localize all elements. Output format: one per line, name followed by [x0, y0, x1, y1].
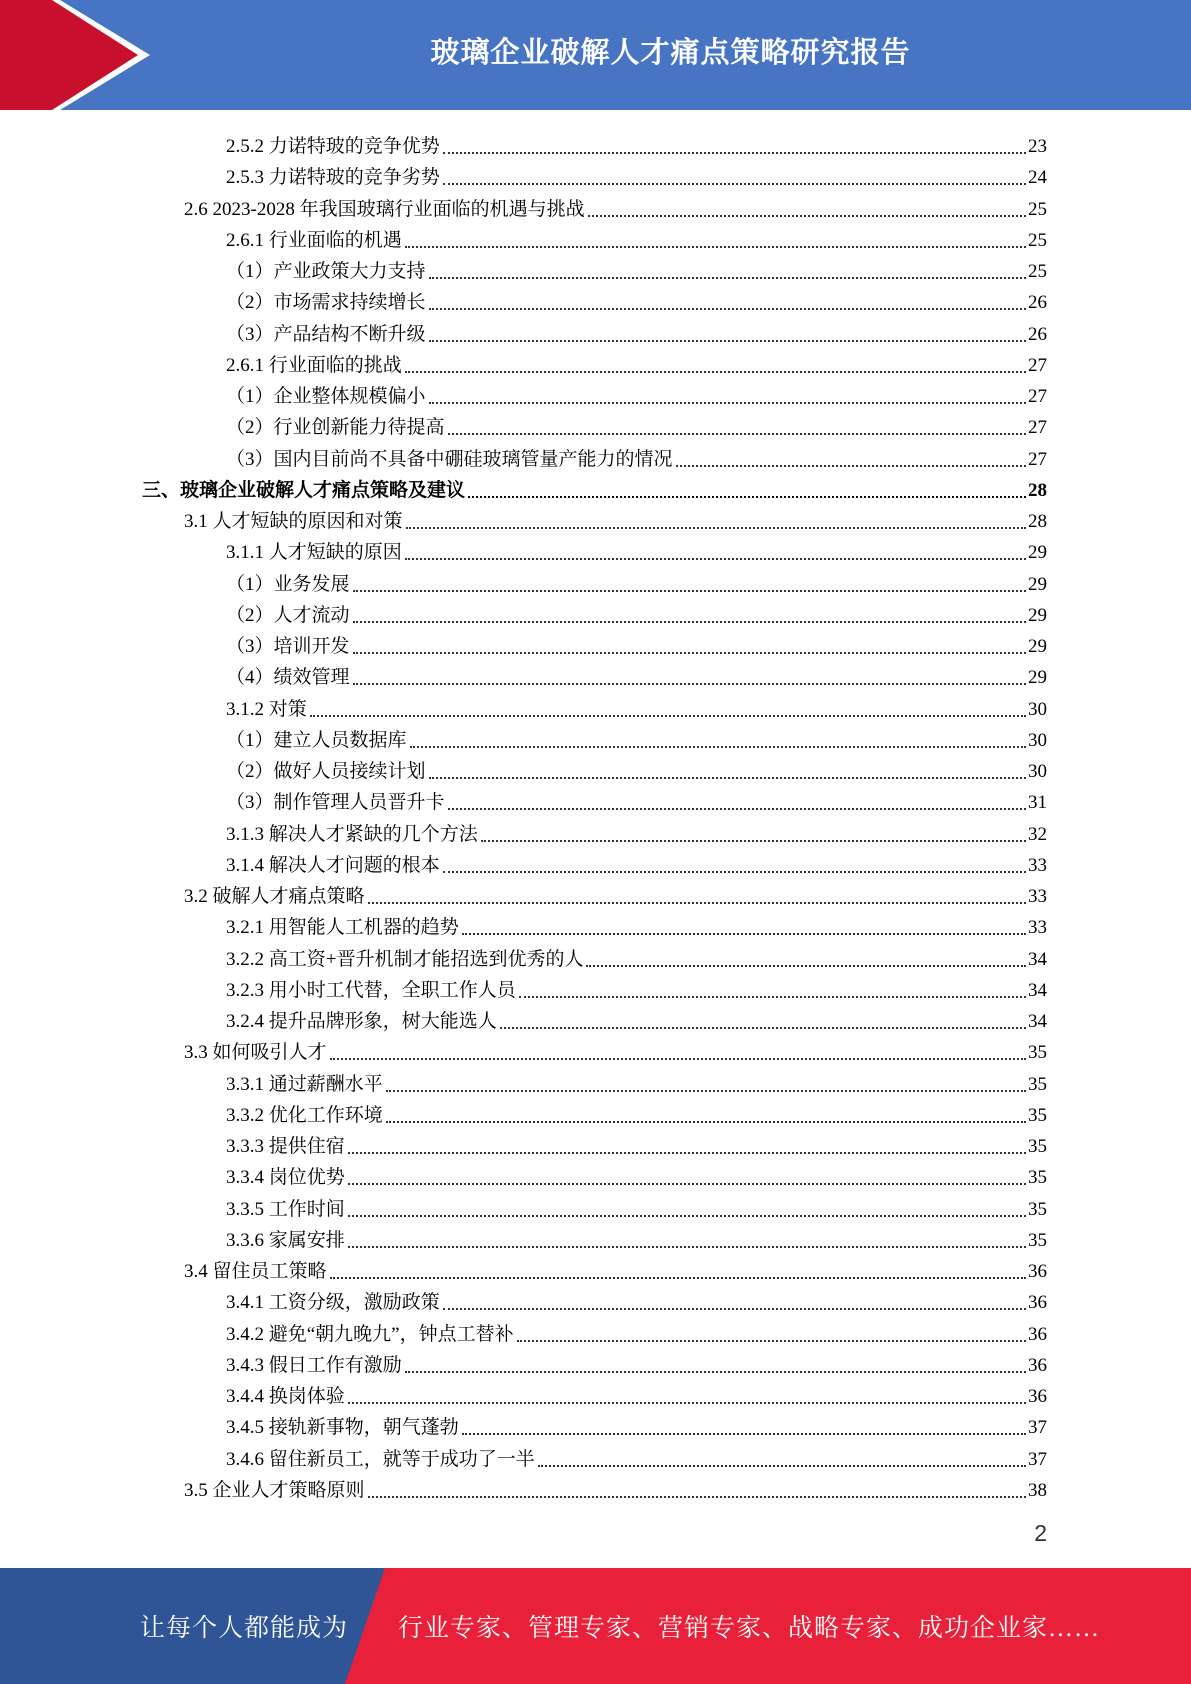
toc-entry[interactable]	[226, 690, 1047, 721]
toc-entry[interactable]	[226, 1065, 1047, 1096]
toc-dot-leader	[368, 901, 1026, 904]
toc-dot-leader	[443, 1307, 1026, 1310]
toc-entry[interactable]	[226, 627, 1047, 658]
toc-entry-label: 3.4.4 换岗体验	[226, 1386, 345, 1407]
toc-dot-leader	[676, 464, 1026, 467]
toc-dot-leader	[448, 432, 1026, 435]
toc-dot-leader	[348, 1401, 1026, 1404]
toc-dot-leader	[405, 1370, 1026, 1373]
toc-entry[interactable]	[226, 283, 1047, 314]
toc-entry-page: 28	[1028, 479, 1047, 501]
toc-entry-page: 25	[1028, 198, 1047, 220]
toc-entry[interactable]	[184, 1471, 1047, 1502]
toc-dot-leader	[429, 307, 1026, 310]
toc-entry[interactable]	[226, 1346, 1047, 1377]
toc-dot-leader	[353, 589, 1026, 592]
toc-entry-page: 25	[1028, 261, 1047, 282]
toc-entry-page: 36	[1028, 1386, 1047, 1407]
toc-dot-leader	[353, 620, 1026, 623]
toc-entry-label: 3.1.2 对策	[226, 698, 307, 720]
toc-entry-page: 35	[1028, 1198, 1047, 1220]
toc-entry-page: 27	[1028, 386, 1047, 407]
toc-entry-page: 29	[1028, 667, 1047, 689]
toc-entry[interactable]	[226, 658, 1047, 689]
toc-dot-leader	[448, 807, 1026, 810]
toc-entry-page: 35	[1028, 1104, 1047, 1126]
toc-entry[interactable]	[226, 158, 1047, 189]
toc-entry-page: 34	[1028, 1011, 1047, 1032]
toc-entry-label: （2）人才流动	[226, 604, 350, 626]
toc-dot-leader	[405, 370, 1026, 373]
toc-entry-page: 32	[1028, 823, 1047, 845]
toc-dot-leader	[330, 1276, 1026, 1279]
toc-dot-leader	[429, 276, 1026, 279]
toc-entry-page: 33	[1028, 917, 1047, 939]
toc-entry[interactable]	[226, 533, 1047, 564]
toc-entry-label: 2.5.3 力诺特玻的竞争劣势	[226, 167, 440, 189]
toc-entry[interactable]	[226, 1283, 1047, 1314]
toc-entry-label: 三、玻璃企业破解人才痛点策略及建议	[142, 479, 466, 501]
toc-entry-label: 3.4.5 接轨新事物，朝气蓬勃	[226, 1417, 459, 1439]
toc-dot-leader	[500, 1026, 1026, 1029]
toc-entry-page: 34	[1028, 979, 1047, 1001]
toc-dot-leader	[588, 214, 1026, 217]
toc-entry-label: 3.4.3 假日工作有激励	[226, 1354, 402, 1376]
toc-entry-label: 3.4.6 留住新员工，就等于成功了一半	[226, 1448, 535, 1470]
toc-entry-page: 33	[1028, 854, 1047, 876]
toc-entry-label: 3.3.2 优化工作环境	[226, 1104, 383, 1126]
toc-entry[interactable]	[226, 1002, 1047, 1033]
toc-entry-label: （2）市场需求持续增长	[226, 292, 426, 314]
toc-dot-leader	[429, 339, 1026, 342]
toc-dot-leader	[538, 1464, 1026, 1467]
footer-slogan-right: 行业专家、管理专家、营销专家、战略专家、成功企业家……	[398, 1615, 1101, 1642]
toc-dot-leader	[429, 401, 1026, 404]
toc-entry-label: （2）行业创新能力待提高	[226, 417, 445, 439]
toc-entry[interactable]	[226, 971, 1047, 1002]
toc-entry-label: （1）业务发展	[226, 573, 350, 595]
toc-entry-label: 3.1 人才短缺的原因和对策	[184, 511, 403, 532]
toc-entry-label: 3.1.3 解决人才紧缺的几个方法	[226, 823, 478, 845]
toc-entry[interactable]	[226, 1408, 1047, 1439]
toc-entry[interactable]	[226, 127, 1047, 158]
toc-dot-leader	[348, 1151, 1026, 1154]
page-title: 玻璃企业破解人才痛点策略研究报告	[430, 34, 911, 69]
toc-entry[interactable]	[226, 1221, 1047, 1252]
toc-dot-leader	[462, 932, 1026, 935]
toc-dot-leader	[353, 651, 1026, 654]
toc-entry-page: 29	[1028, 636, 1047, 657]
toc-entry-page: 31	[1028, 792, 1047, 814]
toc-entry-page: 28	[1028, 511, 1047, 532]
toc-entry-label: 3.2.2 高工资+晋升机制才能招选到优秀的人	[226, 948, 584, 970]
toc-entry-page: 36	[1028, 1323, 1047, 1345]
toc-entry-label: （3）国内目前尚不具备中硼硅玻璃管量产能力的情况	[226, 448, 673, 470]
toc-entry-label: （4）绩效管理	[226, 667, 350, 689]
toc-entry-page: 35	[1028, 1136, 1047, 1157]
toc-entry[interactable]	[226, 377, 1047, 408]
toc-entry-label: 3.1.4 解决人才问题的根本	[226, 854, 440, 876]
toc-dot-leader	[405, 557, 1026, 560]
toc-dot-leader	[462, 1432, 1026, 1435]
toc-dot-leader	[368, 1495, 1026, 1498]
toc-dot-leader	[405, 245, 1026, 248]
toc-entry-label: 3.4 留住员工策略	[184, 1261, 327, 1282]
toc-entry-page: 30	[1028, 729, 1047, 751]
toc-dot-leader	[386, 1120, 1026, 1123]
toc-entry-label: 3.5 企业人才策略原则	[184, 1479, 365, 1501]
toc-entry[interactable]	[226, 565, 1047, 596]
toc-entry[interactable]	[226, 440, 1047, 471]
toc-dot-leader	[353, 682, 1026, 685]
toc-entry-page: 26	[1028, 323, 1047, 345]
toc-entry[interactable]	[226, 846, 1047, 877]
toc-entry[interactable]	[226, 752, 1047, 783]
toc-entry[interactable]	[226, 1190, 1047, 1221]
toc-entry-label: 2.6.1 行业面临的挑战	[226, 354, 402, 376]
toc-entry[interactable]	[226, 315, 1047, 346]
toc-entry-label: 3.4.2 避免“朝九晚九”，钟点工替补	[226, 1323, 514, 1345]
toc-entry[interactable]	[184, 502, 1047, 533]
toc-entry[interactable]	[226, 721, 1047, 752]
toc-entry-label: 3.4.1 工资分级，激励政策	[226, 1292, 440, 1314]
toc-entry[interactable]	[226, 221, 1047, 252]
toc-entry[interactable]	[226, 346, 1047, 377]
toc-dot-leader	[517, 1339, 1026, 1342]
footer-slogan-left: 让每个人都能成为	[140, 1615, 349, 1642]
toc-entry[interactable]	[226, 783, 1047, 814]
toc-entry-page: 24	[1028, 167, 1047, 189]
toc-entry[interactable]	[184, 190, 1047, 221]
toc-entry[interactable]	[226, 908, 1047, 939]
toc-entry-page: 26	[1028, 292, 1047, 314]
toc-dot-leader	[310, 714, 1026, 717]
toc-dot-leader	[443, 182, 1026, 185]
toc-entry-page: 36	[1028, 1261, 1047, 1282]
toc-entry[interactable]	[226, 1315, 1047, 1346]
page-footer	[0, 1568, 1191, 1684]
toc-entry-label: （2）做好人员接续计划	[226, 761, 426, 782]
toc-entry-label: 3.2.4 提升品牌形象，树大能选人	[226, 1011, 497, 1032]
toc-entry-label: 3.3 如何吸引人才	[184, 1042, 327, 1064]
page-number: 2	[1034, 1520, 1047, 1546]
toc-dot-leader	[386, 1089, 1026, 1092]
toc-entry[interactable]	[226, 1377, 1047, 1408]
toc-dot-leader	[443, 151, 1026, 154]
toc-entry-page: 36	[1028, 1292, 1047, 1314]
toc-entry[interactable]	[226, 1127, 1047, 1158]
toc-entry-label: 3.2.1 用智能人工机器的趋势	[226, 917, 459, 939]
toc-entry[interactable]	[226, 408, 1047, 439]
toc-entry[interactable]	[226, 596, 1047, 627]
page-header	[0, 0, 1191, 110]
toc-entry[interactable]	[184, 1033, 1047, 1064]
toc-dot-leader	[443, 870, 1026, 873]
toc-entry-page: 35	[1028, 1042, 1047, 1064]
toc-entry-page: 29	[1028, 604, 1047, 626]
toc-entry-label: 3.3.5 工作时间	[226, 1198, 345, 1220]
toc-entry-label: （1）企业整体规模偏小	[226, 386, 426, 407]
toc-entry[interactable]	[226, 815, 1047, 846]
toc-entry-page: 25	[1028, 229, 1047, 251]
header-arrow-decoration	[0, 0, 160, 110]
toc-dot-leader	[406, 526, 1026, 529]
toc-dot-leader	[429, 776, 1026, 779]
toc-entry-page: 27	[1028, 354, 1047, 376]
toc-dot-leader	[348, 1245, 1026, 1248]
toc-entry-label: （1）产业政策大力支持	[226, 261, 426, 282]
toc-entry-page: 29	[1028, 573, 1047, 595]
toc-entry-page: 35	[1028, 1229, 1047, 1251]
toc-entry[interactable]	[226, 252, 1047, 283]
toc-dot-leader	[481, 839, 1026, 842]
toc-entry-label: （3）培训开发	[226, 636, 350, 657]
toc-entry-label: 3.1.1 人才短缺的原因	[226, 542, 402, 564]
toc-entry-label: 2.5.2 力诺特玻的竞争优势	[226, 136, 440, 157]
toc-entry[interactable]	[184, 877, 1047, 908]
toc-entry-label: （3）制作管理人员晋升卡	[226, 792, 445, 814]
toc-entry-label: 3.3.1 通过薪酬水平	[226, 1073, 383, 1095]
toc-entry-page: 27	[1028, 448, 1047, 470]
toc-dot-leader	[348, 1214, 1026, 1217]
toc-entry-label: 2.6 2023-2028 年我国玻璃行业面临的机遇与挑战	[184, 198, 585, 220]
toc-entry-page: 35	[1028, 1167, 1047, 1189]
toc-entry-label: 3.3.4 岗位优势	[226, 1167, 345, 1189]
toc-dot-leader	[468, 495, 1026, 498]
toc-entry[interactable]	[226, 940, 1047, 971]
toc-dot-leader	[348, 1182, 1026, 1185]
toc-dot-leader	[586, 964, 1026, 967]
toc-entry-label: （3）产品结构不断升级	[226, 323, 426, 345]
toc-entry[interactable]	[142, 471, 1047, 502]
toc-entry[interactable]	[184, 1252, 1047, 1283]
toc-entry[interactable]	[226, 1158, 1047, 1189]
toc-entry-label: 3.2.3 用小时工代替，全职工作人员	[226, 979, 516, 1001]
toc-entry[interactable]	[226, 1440, 1047, 1471]
toc-entry-page: 35	[1028, 1073, 1047, 1095]
toc-dot-leader	[330, 1057, 1026, 1060]
toc-entry-page: 30	[1028, 761, 1047, 782]
toc-entry-label: （1）建立人员数据库	[226, 729, 407, 751]
toc-dot-leader	[519, 995, 1026, 998]
toc-entry-label: 3.2 破解人才痛点策略	[184, 886, 365, 907]
toc-entry-label: 2.6.1 行业面临的机遇	[226, 229, 402, 251]
toc-entry-label: 3.3.6 家属安排	[226, 1229, 345, 1251]
toc-entry-page: 30	[1028, 698, 1047, 720]
toc-entry-page: 37	[1028, 1417, 1047, 1439]
toc-entry-label: 3.3.3 提供住宿	[226, 1136, 345, 1157]
toc-entry-page: 37	[1028, 1448, 1047, 1470]
toc-entry-page: 38	[1028, 1479, 1047, 1501]
toc-entry-page: 27	[1028, 417, 1047, 439]
toc-entry-page: 34	[1028, 948, 1047, 970]
toc-entry[interactable]	[226, 1096, 1047, 1127]
toc-entry-page: 33	[1028, 886, 1047, 907]
toc-dot-leader	[410, 745, 1026, 748]
toc-entry-page: 29	[1028, 542, 1047, 564]
toc-entry-page: 36	[1028, 1354, 1047, 1376]
toc-entry-page: 23	[1028, 136, 1047, 157]
